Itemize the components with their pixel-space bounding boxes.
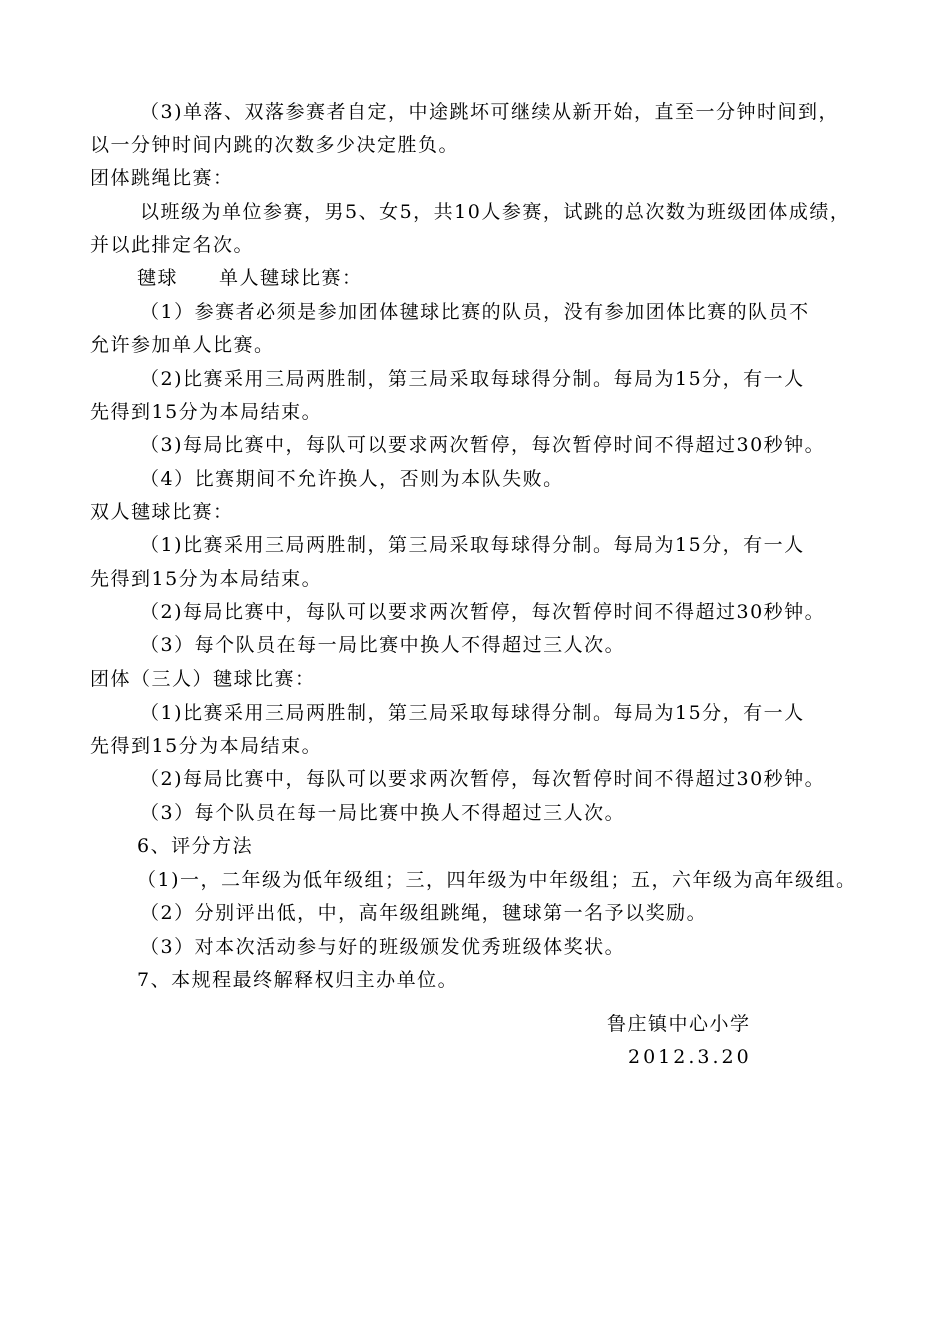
text-line: （1)一，二年级为低年级组；三，四年级为中年级组；五，六年级为高年级组。 bbox=[137, 869, 857, 891]
text-line: （1)比赛采用三局两胜制，第三局采取每球得分制。每局为15分，有一人 bbox=[140, 702, 805, 724]
text-line: 以一分钟时间内跳的次数多少决定胜负。 bbox=[90, 134, 460, 156]
text-line: （2)每局比赛中，每队可以要求两次暂停，每次暂停时间不得超过30秒钟。 bbox=[140, 601, 826, 623]
text-line: 以班级为单位参赛，男5、女5，共10人参赛，试跳的总次数为班级团体成绩， bbox=[140, 201, 851, 223]
signature-organization: 鲁庄镇中心小学 bbox=[607, 1013, 751, 1035]
text-line: （2)每局比赛中，每队可以要求两次暂停，每次暂停时间不得超过30秒钟。 bbox=[140, 768, 826, 790]
section-heading: 毽球 单人毽球比赛： bbox=[137, 267, 363, 289]
text-line: （3)单落、双落参赛者自定，中途跳坏可继续从新开始，直至一分钟时间到， bbox=[140, 101, 840, 123]
text-line: （3）对本次活动参与好的班级颁发优秀班级体奖状。 bbox=[140, 936, 626, 958]
section-heading: 双人毽球比赛： bbox=[90, 501, 234, 523]
text-line: （3）每个队员在每一局比赛中换人不得超过三人次。 bbox=[140, 634, 626, 656]
text-line: （2）分别评出低，中，高年级组跳绳，毽球第一名予以奖励。 bbox=[140, 902, 708, 924]
text-line: 并以此排定名次。 bbox=[90, 234, 255, 256]
text-line: 先得到15分为本局结束。 bbox=[90, 401, 323, 423]
section-heading: 7、本规程最终解释权归主办单位。 bbox=[137, 969, 459, 991]
text-line: 允许参加单人比赛。 bbox=[90, 334, 275, 356]
text-line: 先得到15分为本局结束。 bbox=[90, 735, 323, 757]
text-line: （1）参赛者必须是参加团体毽球比赛的队员，没有参加团体比赛的队员不 bbox=[140, 301, 810, 323]
text-line: （1)比赛采用三局两胜制，第三局采取每球得分制。每局为15分，有一人 bbox=[140, 534, 805, 556]
text-line: （3）每个队员在每一局比赛中换人不得超过三人次。 bbox=[140, 802, 626, 824]
section-heading: 6、评分方法 bbox=[137, 835, 254, 857]
text-line: （2)比赛采用三局两胜制，第三局采取每球得分制。每局为15分，有一人 bbox=[140, 368, 805, 390]
section-heading: 团体（三人）毽球比赛： bbox=[90, 668, 316, 690]
text-line: （4）比赛期间不允许换人，否则为本队失败。 bbox=[140, 468, 564, 490]
signature-date: 2012.3.20 bbox=[628, 1046, 752, 1068]
text-line: 先得到15分为本局结束。 bbox=[90, 568, 323, 590]
text-line: （3)每局比赛中，每队可以要求两次暂停，每次暂停时间不得超过30秒钟。 bbox=[140, 434, 826, 456]
section-heading: 团体跳绳比赛： bbox=[90, 167, 234, 189]
